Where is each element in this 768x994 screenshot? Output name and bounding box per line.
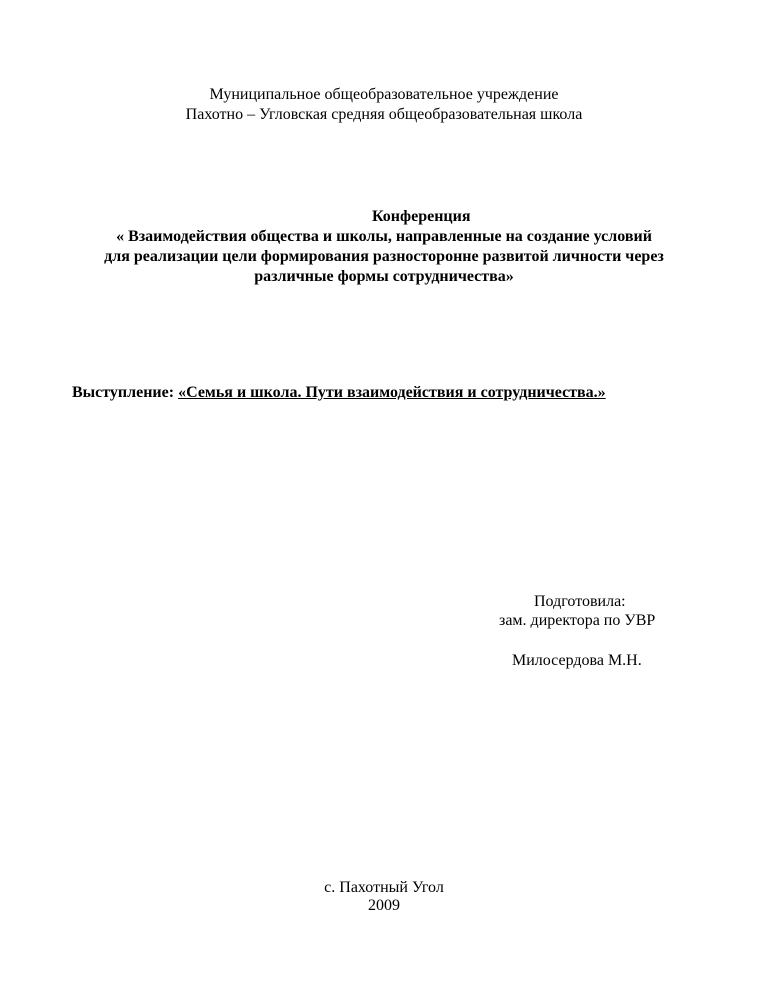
year: 2009 (368, 897, 400, 914)
speech-line (72, 384, 606, 402)
conference-title-line-2: для реализации цели формирования разносторонне развитой личности через (104, 248, 664, 265)
speech-title: «Семья и школа. Пути взаимодействия и сотрудничества.» (178, 384, 606, 401)
conference-title-line-1: « Взаимодействия общества и школы, направленные на создание условий (116, 228, 652, 245)
author-position: зам. директора по УВР (499, 612, 656, 629)
author-name: Милосердова М.Н. (512, 652, 642, 669)
conference-title-line-3: различные формы сотрудничества» (254, 268, 514, 285)
institution-type: Муниципальное общеобразовательное учреждение (209, 86, 559, 103)
conference-heading: Конференция (372, 208, 471, 225)
place-name: с. Пахотный Угол (324, 879, 444, 896)
school-name: Пахотно – Угловская средняя общеобразовательная школа (185, 106, 583, 123)
speech-label: Выступление: (72, 384, 175, 401)
prepared-label: Подготовила: (534, 593, 626, 610)
